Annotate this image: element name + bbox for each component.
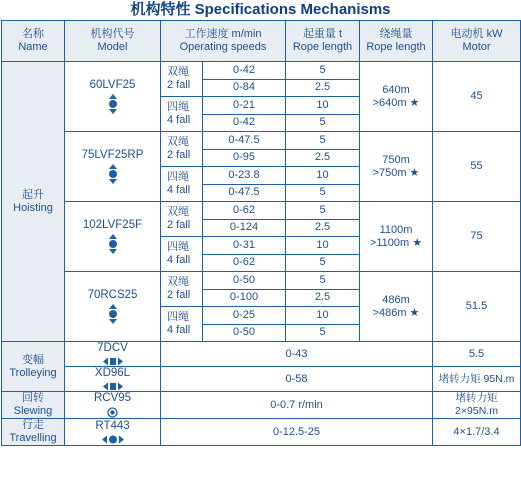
model-cell: 102LVF25F [65,202,161,272]
load-cell: 10 [286,97,360,115]
motor-cell: 堵转力矩 2×95N.m [433,392,521,419]
slewing-icon [107,407,118,418]
table-row [2,342,521,367]
table-row [2,367,521,392]
speed-cell: 0-12.5-25 [161,419,433,446]
header-speed: 工作速度 m/min Operating speeds [161,21,286,62]
table-row [2,62,521,80]
table-row [2,272,521,290]
model-cell: 70RCS25 [65,272,161,342]
speed-cell: 0-47.5 [203,132,286,150]
trolley-left-right-icon [103,382,123,391]
speed-cell: 0-95 [203,149,286,167]
speed-cell: 0-42 [203,114,286,132]
motor-cell: 堵转力矩 95N.m [433,367,521,392]
travelling-name-cell: 行走 Travelling [2,419,65,446]
hoist-up-down-icon [107,304,119,324]
header-motor: 电动机 kW Motor [433,21,521,62]
model-cell: XD96L [65,367,161,392]
header-load: 起重量 t Rope length [286,21,360,62]
speed-cell: 0-23.8 [203,167,286,185]
speed-cell: 0-31 [203,237,286,255]
load-cell: 10 [286,307,360,325]
load-cell: 5 [286,272,360,290]
header-rope: 绕绳量 Rope length [360,21,433,62]
hoisting-name-cell: 起升 Hoisting [2,62,65,342]
motor-cell: 51.5 [433,272,521,342]
load-cell: 2.5 [286,79,360,97]
load-cell: 5 [286,324,360,342]
table-row [2,132,521,150]
motor-cell: 75 [433,202,521,272]
rope-cell: 486m >486m ★ [360,272,433,342]
motor-cell: 55 [433,132,521,202]
fall-2-cell: 双绳 2 fall [161,62,203,97]
load-cell: 5 [286,62,360,80]
specifications-table [1,20,521,446]
table-row [2,392,521,419]
load-cell: 2.5 [286,289,360,307]
fall-2-cell: 双绳 2 fall [161,202,203,237]
page-title: 机构特性 Specifications Mechanisms [130,1,391,18]
model-cell: 60LVF25 [65,62,161,132]
rope-cell: 1100m >1100m ★ [360,202,433,272]
load-cell: 2.5 [286,219,360,237]
speed-cell: 0-42 [203,62,286,80]
load-cell: 2.5 [286,149,360,167]
load-cell: 5 [286,132,360,150]
speed-cell: 0-0.7 r/min [161,392,433,419]
rope-cell: 640m >640m ★ [360,62,433,132]
model-cell: 7DCV [65,342,161,367]
speed-cell: 0-21 [203,97,286,115]
speed-cell: 0-58 [161,367,433,392]
speed-cell: 0-50 [203,324,286,342]
motor-cell: 4×1.7/3.4 [433,419,521,446]
load-cell: 5 [286,114,360,132]
fall-4-cell: 四绳 4 fall [161,307,203,342]
speed-cell: 0-62 [203,202,286,220]
speed-cell: 0-47.5 [203,184,286,202]
speed-cell: 0-124 [203,219,286,237]
speed-cell: 0-62 [203,254,286,272]
motor-cell: 5.5 [433,342,521,367]
load-cell: 5 [286,184,360,202]
fall-4-cell: 四绳 4 fall [161,237,203,272]
load-cell: 10 [286,167,360,185]
fall-2-cell: 双绳 2 fall [161,132,203,167]
model-cell: RT443 [65,419,161,446]
model-cell: 75LVF25RP [65,132,161,202]
header-model: 机构代号 Model [65,21,161,62]
hoist-up-down-icon [107,164,119,184]
fall-2-cell: 双绳 2 fall [161,272,203,307]
speed-cell: 0-43 [161,342,433,367]
speed-cell: 0-100 [203,289,286,307]
travel-left-right-icon [102,435,124,444]
speed-cell: 0-50 [203,272,286,290]
fall-4-cell: 四绳 4 fall [161,97,203,132]
header-name: 名称 Name [2,21,65,62]
motor-cell: 45 [433,62,521,132]
hoist-up-down-icon [107,234,119,254]
hoist-up-down-icon [107,94,119,114]
table-row [2,202,521,220]
header-row [2,21,521,62]
model-cell: RCV95 [65,392,161,419]
slewing-name-cell: 回转 Slewing [2,392,65,419]
trolley-left-right-icon [103,357,123,366]
fall-4-cell: 四绳 4 fall [161,167,203,202]
rope-cell: 750m >750m ★ [360,132,433,202]
load-cell: 5 [286,254,360,272]
speed-cell: 0-84 [203,79,286,97]
table-row [2,419,521,446]
load-cell: 5 [286,202,360,220]
speed-cell: 0-25 [203,307,286,325]
trolleying-name-cell: 变幅 Trolleying [2,342,65,392]
load-cell: 10 [286,237,360,255]
